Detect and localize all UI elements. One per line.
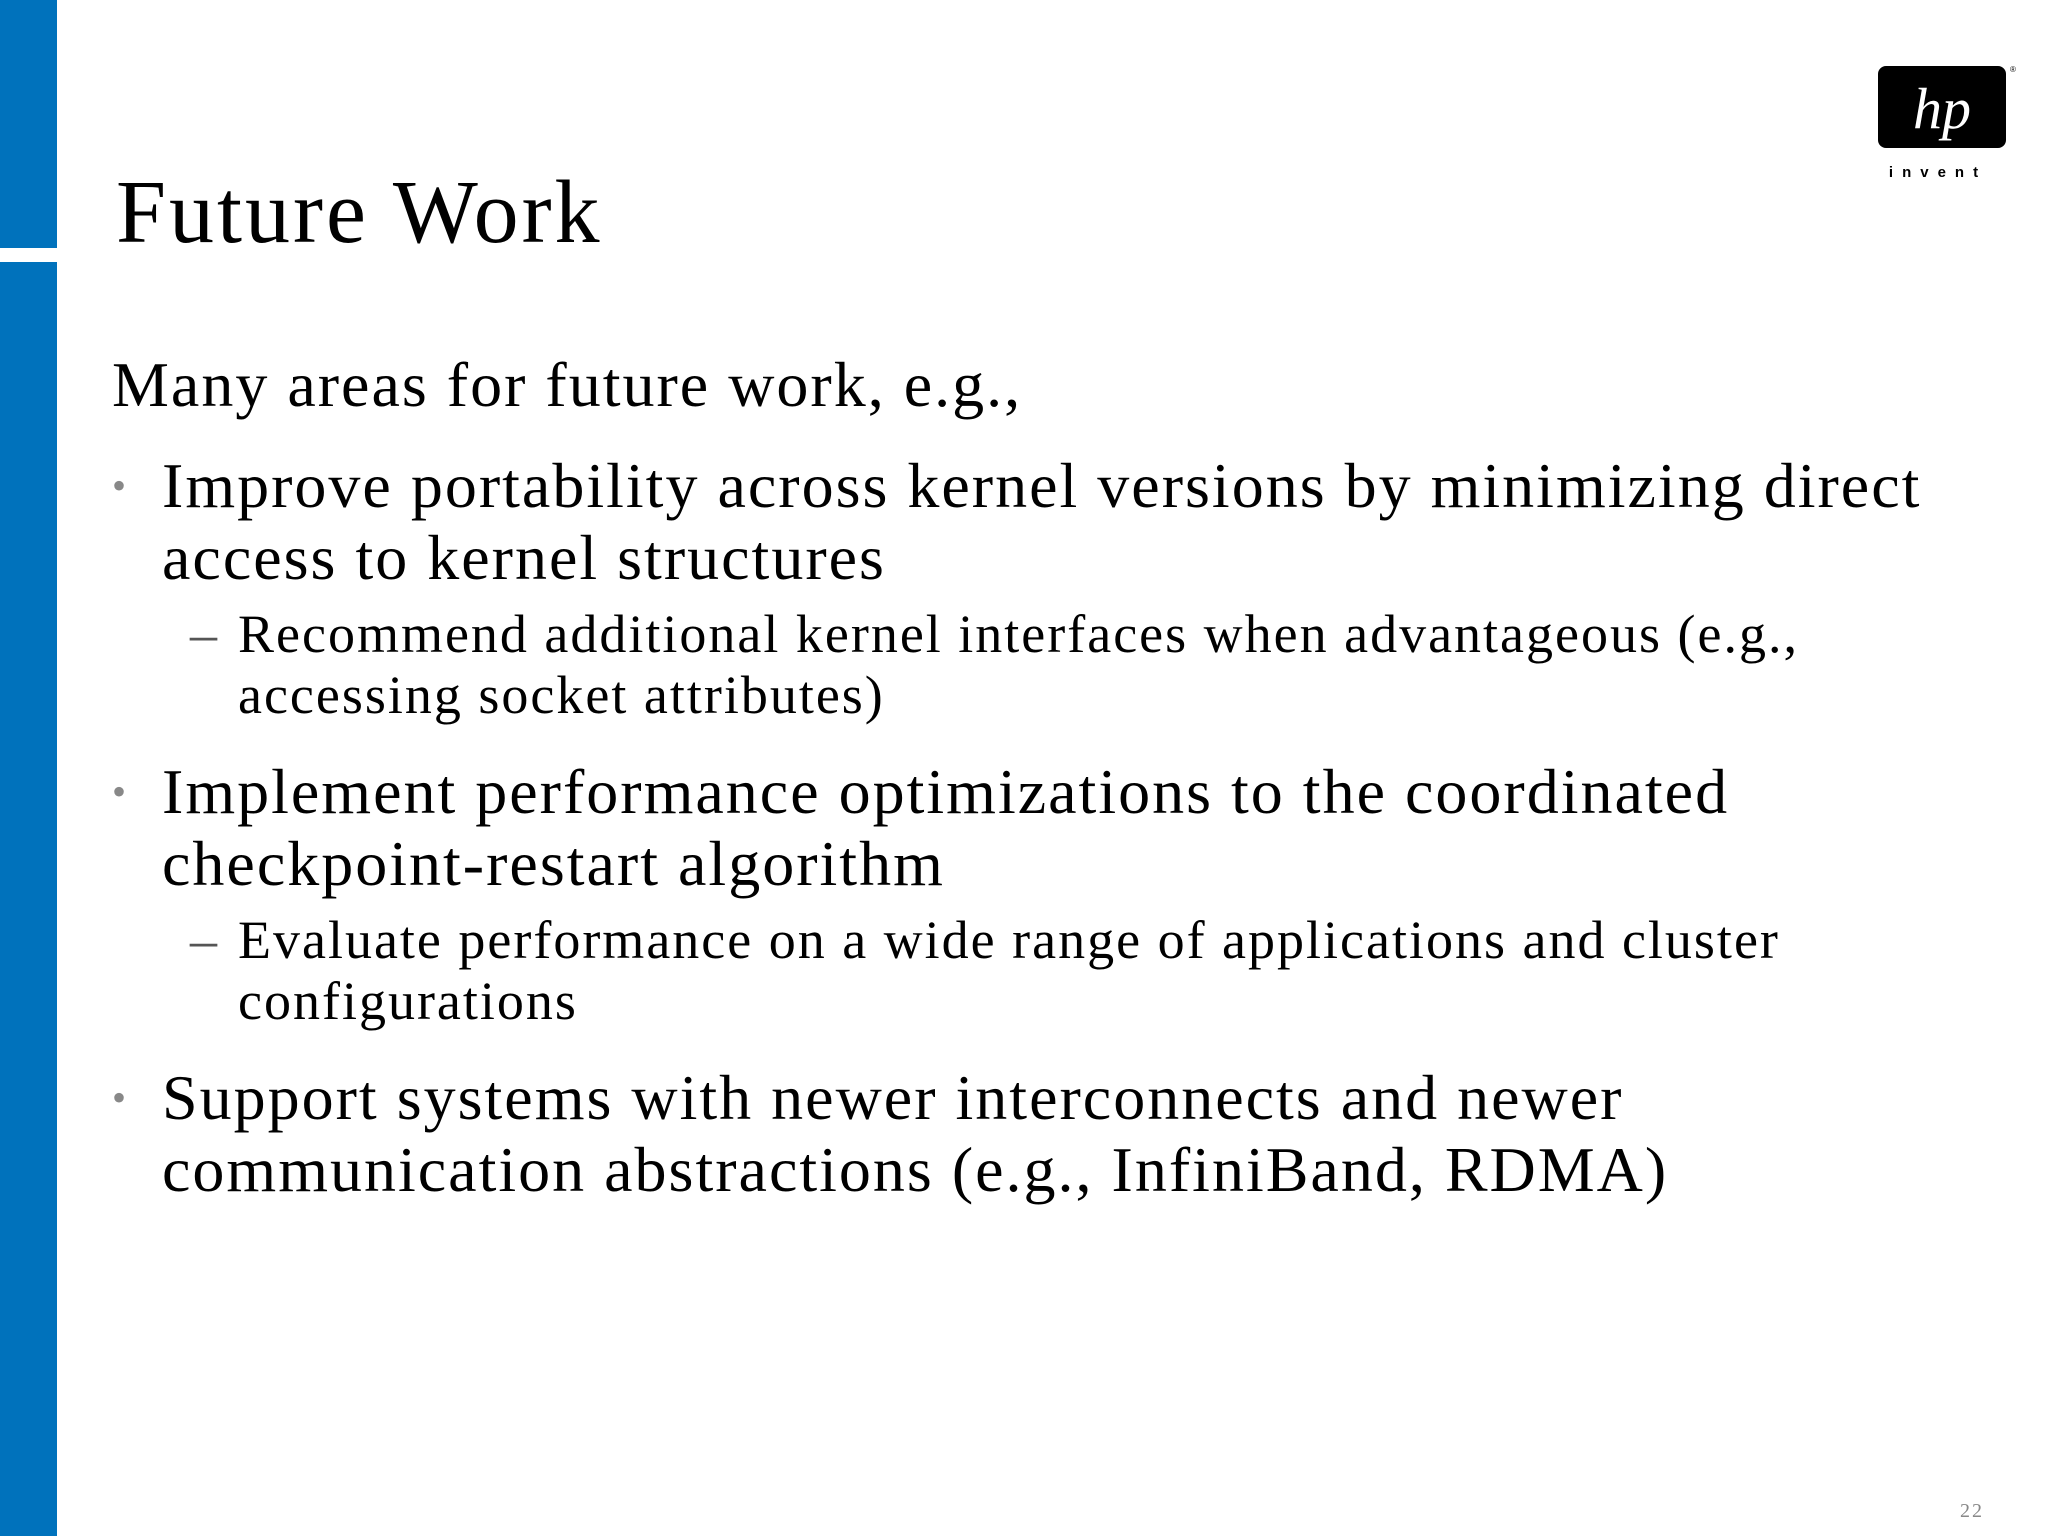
bullet-marker: • [112,463,129,509]
sub-bullet-marker: – [190,910,219,971]
bullet-text: Improve portability across kernel versions by minimizing direct access to kernel structures [162,450,1922,594]
sidebar-accent-top [0,0,57,248]
hp-logo-mark [1858,62,2018,162]
svg-text:®: ® [2010,65,2016,74]
bullet-item [112,1062,1992,1206]
sub-bullet-item [112,604,1992,726]
bullet-item [112,756,1992,900]
sub-bullet-item [112,910,1992,1032]
hp-logo [1858,62,2018,192]
bullet-text: Implement performance optimizations to the coordinated checkpoint-restart algorithm [162,756,1730,900]
slide-content [112,350,1992,1210]
logo-text: hp [1913,76,1971,141]
intro-text: Many areas for future work, e.g., [112,349,1023,420]
bullet-marker: • [112,1075,129,1121]
sub-bullet-marker: – [190,604,219,665]
page-number: 22 [1960,1500,1984,1522]
sub-bullet-text: Evaluate performance on a wide range of applications and cluster configurations [238,910,1780,1032]
sidebar-accent-bottom [0,262,57,1536]
sub-bullet-text: Recommend additional kernel interfaces when advantageous (e.g., accessing socket attributes) [238,604,1799,726]
logo-tagline: invent [1888,164,1988,181]
slide-title: Future Work [116,163,603,262]
bullet-marker: • [112,769,129,815]
bullet-item [112,450,1992,594]
bullet-text: Support systems with newer interconnects and newer communication abstractions (e.g., InfiniBand, RDMA) [162,1062,1669,1206]
